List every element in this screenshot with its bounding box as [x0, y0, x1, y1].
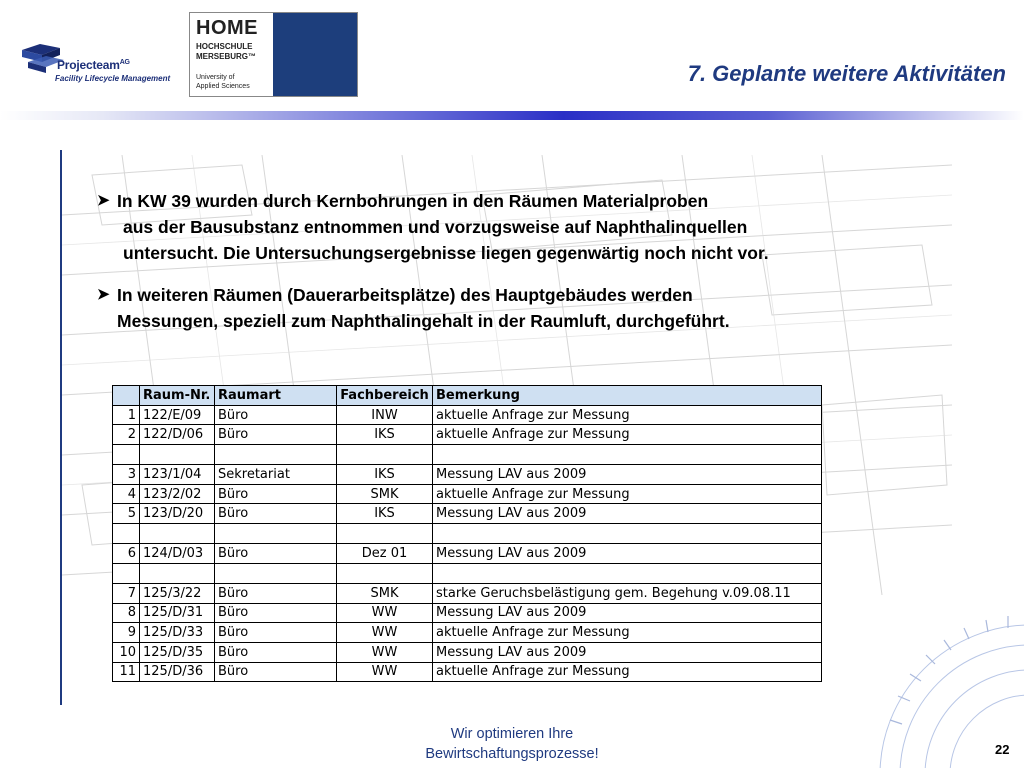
cell-raum-nr: 125/D/35: [140, 642, 215, 662]
cell-fachbereich: INW: [337, 405, 433, 425]
cell-raum-nr: [140, 524, 215, 544]
cell-bemerkung: aktuelle Anfrage zur Messung: [433, 405, 822, 425]
left-vertical-rule: [60, 150, 62, 705]
table-row: [113, 524, 822, 544]
table-row: [113, 405, 822, 425]
cell-bemerkung: aktuelle Anfrage zur Messung: [433, 484, 822, 504]
cell-raum-nr: [140, 445, 215, 465]
table-row: [113, 425, 822, 445]
cell-nr: [113, 524, 140, 544]
bullet-line: In KW 39 wurden durch Kernbohrungen in den Räumen Materialproben: [117, 191, 709, 211]
column-header-fachbereich: Fachbereich: [337, 386, 433, 406]
table-row: [113, 603, 822, 623]
cell-raumart: [215, 563, 337, 583]
cell-nr: 9: [113, 623, 140, 643]
cell-bemerkung: starke Geruchsbelästigung gem. Begehung v.09.08.11: [433, 583, 822, 603]
cell-nr: 4: [113, 484, 140, 504]
cell-fachbereich: IKS: [337, 465, 433, 485]
footer-line1: Wir optimieren Ihre: [450, 726, 574, 742]
logo-home-name: [196, 42, 256, 62]
cell-raumart: Sekretariat: [215, 465, 337, 485]
cell-raum-nr: 123/1/04: [140, 465, 215, 485]
cell-nr: 11: [113, 662, 140, 682]
logo-home-subtitle: [196, 73, 250, 91]
cell-raum-nr: 123/D/20: [140, 504, 215, 524]
cell-fachbereich: WW: [337, 662, 433, 682]
table-row: [113, 662, 822, 682]
logo-line4: Applied Sciences: [196, 83, 250, 90]
header-gradient-bar: [0, 111, 1024, 120]
table-row: [113, 465, 822, 485]
table-row: [113, 504, 822, 524]
column-header-nr: [113, 386, 140, 406]
cell-nr: 6: [113, 544, 140, 564]
cell-raumart: Büro: [215, 405, 337, 425]
company-name: [57, 58, 130, 72]
cell-bemerkung: aktuelle Anfrage zur Messung: [433, 662, 822, 682]
column-header-bemerkung: Bemerkung: [433, 386, 822, 406]
column-header-raumart: Raumart: [215, 386, 337, 406]
cell-nr: [113, 445, 140, 465]
cell-bemerkung: Messung LAV aus 2009: [433, 603, 822, 623]
cell-nr: [113, 563, 140, 583]
cell-raumart: Büro: [215, 662, 337, 682]
cell-bemerkung: aktuelle Anfrage zur Messung: [433, 425, 822, 445]
cell-bemerkung: Messung LAV aus 2009: [433, 465, 822, 485]
arrow-bullet-icon: ➤: [97, 192, 110, 209]
cell-fachbereich: SMK: [337, 484, 433, 504]
cell-nr: 7: [113, 583, 140, 603]
company-suffix: AG: [119, 59, 130, 66]
cell-bemerkung: aktuelle Anfrage zur Messung: [433, 623, 822, 643]
cell-raumart: Büro: [215, 623, 337, 643]
table-row: [113, 563, 822, 583]
cell-raum-nr: 123/2/02: [140, 484, 215, 504]
cell-nr: 1: [113, 405, 140, 425]
cell-fachbereich: Dez 01: [337, 544, 433, 564]
column-header-raum-nr: Raum-Nr.: [140, 386, 215, 406]
cell-bemerkung: [433, 563, 822, 583]
logo-blue-panel: [273, 13, 357, 96]
cell-raumart: Büro: [215, 603, 337, 623]
cell-raumart: Büro: [215, 425, 337, 445]
cell-nr: 2: [113, 425, 140, 445]
cell-raumart: Büro: [215, 484, 337, 504]
bullet-list: [97, 188, 927, 350]
cell-bemerkung: Messung LAV aus 2009: [433, 544, 822, 564]
cell-fachbereich: [337, 445, 433, 465]
cell-raum-nr: 125/D/31: [140, 603, 215, 623]
footer-line2: Bewirtschaftungsprozesse!: [425, 746, 599, 762]
cell-fachbereich: SMK: [337, 583, 433, 603]
bullet-line: aus der Bausubstanz entnommen und vorzugsweise auf Naphthalinquellen: [123, 217, 748, 237]
cell-nr: 5: [113, 504, 140, 524]
footer-slogan: [400, 724, 624, 764]
cell-raumart: Büro: [215, 583, 337, 603]
table-header-row: [113, 386, 822, 406]
slide-title: 7. Geplante weitere Aktivitäten: [687, 61, 1006, 86]
cell-nr: 3: [113, 465, 140, 485]
cell-fachbereich: WW: [337, 623, 433, 643]
table-row: [113, 544, 822, 564]
table-row: [113, 642, 822, 662]
cell-raumart: Büro: [215, 504, 337, 524]
rooms-table: [112, 385, 822, 682]
table-row: [113, 583, 822, 603]
bullet-line: Messungen, speziell zum Naphthalingehalt in der Raumluft, durchgeführt.: [117, 311, 730, 331]
cell-fachbereich: [337, 563, 433, 583]
cell-nr: 10: [113, 642, 140, 662]
cell-fachbereich: WW: [337, 603, 433, 623]
cell-fachbereich: [337, 524, 433, 544]
logo-line2: MERSEBURG™: [196, 52, 257, 61]
cell-bemerkung: Messung LAV aus 2009: [433, 504, 822, 524]
arrow-bullet-icon: ➤: [97, 286, 110, 303]
company-name-text: Projecteam: [57, 58, 120, 72]
hochschule-merseburg-logo: [189, 12, 358, 97]
cell-raum-nr: 125/3/22: [140, 583, 215, 603]
cell-bemerkung: Messung LAV aus 2009: [433, 642, 822, 662]
page-number: 22: [995, 742, 1010, 757]
cell-raumart: Büro: [215, 642, 337, 662]
cell-raum-nr: [140, 563, 215, 583]
cell-bemerkung: [433, 524, 822, 544]
table-row: [113, 484, 822, 504]
cell-raum-nr: 122/E/09: [140, 405, 215, 425]
company-tagline: Facility Lifecycle Management: [55, 74, 171, 83]
bullet-item: [97, 282, 927, 334]
cell-raum-nr: 125/D/33: [140, 623, 215, 643]
cell-raum-nr: 125/D/36: [140, 662, 215, 682]
cell-raumart: [215, 524, 337, 544]
cell-fachbereich: WW: [337, 642, 433, 662]
bullet-line: untersucht. Die Untersuchungsergebnisse liegen gegenwärtig noch nicht vor.: [123, 243, 769, 263]
cell-fachbereich: IKS: [337, 504, 433, 524]
cell-raumart: Büro: [215, 544, 337, 564]
cell-bemerkung: [433, 445, 822, 465]
cell-raum-nr: 122/D/06: [140, 425, 215, 445]
bullet-line: In weiteren Räumen (Dauerarbeitsplätze) des Hauptgebäudes werden: [117, 285, 693, 305]
table-row: [113, 445, 822, 465]
logo-line3: University of: [196, 74, 235, 81]
bullet-item: [97, 188, 927, 266]
cell-raumart: [215, 445, 337, 465]
logo-line1: HOCHSCHULE: [196, 42, 253, 51]
cell-fachbereich: IKS: [337, 425, 433, 445]
table-row: [113, 623, 822, 643]
logo-home-title: HOME: [196, 17, 258, 39]
cell-raum-nr: 124/D/03: [140, 544, 215, 564]
cell-nr: 8: [113, 603, 140, 623]
